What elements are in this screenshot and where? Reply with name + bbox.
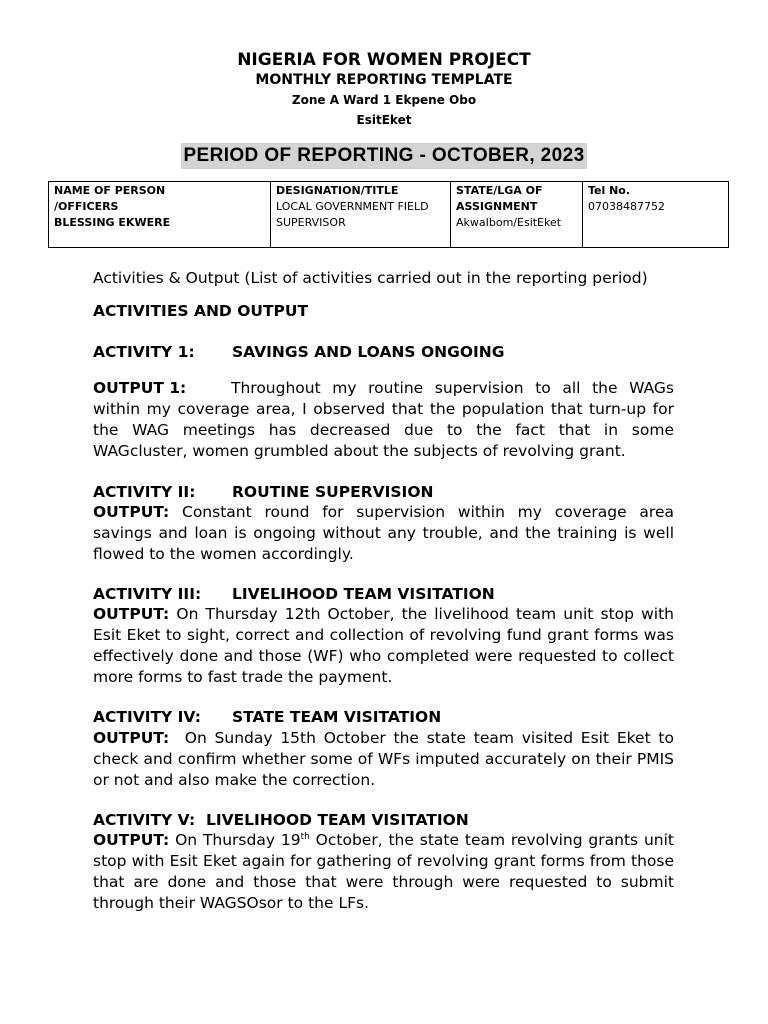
activity-1-label: ACTIVITY 1: [93, 343, 195, 361]
output-4-text: On Sunday 15th October the state team visited Esit Eket to check and confirm whether some of WFs imputed accurately on their PMIS or not and also make the correction. [93, 729, 674, 789]
name-header-cont: /OFFICERS [54, 200, 119, 213]
section-heading: ACTIVITIES AND OUTPUT [93, 302, 309, 320]
output-1-text: Throughout my routine supervision to all the WAGs within my coverage area, I observed that the population that turn-up for the WAG meetings has decreased due to the fact that in some WAGcluster, women grumbled about the subjects of revolving grant. [93, 379, 674, 460]
designation-value: LOCAL GOVERNMENT FIELD [276, 200, 429, 213]
activity-2-heading [93, 482, 674, 503]
state-lga-cell [451, 182, 583, 248]
output-5-paragraph [93, 830, 674, 914]
output-5-label: OUTPUT: [93, 831, 170, 849]
document-title: NIGERIA FOR WOMEN PROJECT [237, 50, 531, 70]
activity-1-title: SAVINGS AND LOANS ONGOING [232, 343, 505, 361]
period-of-reporting: PERIOD OF REPORTING - OCTOBER, 2023 [181, 143, 586, 169]
zone-label: Zone A Ward 1 Ekpene Obo [291, 93, 477, 107]
designation-header: DESIGNATION/TITLE [276, 184, 399, 197]
officer-name: BLESSING EKWERE [54, 216, 171, 229]
state-lga-header-cont: ASSIGNMENT [456, 200, 538, 213]
activity-3-title: LIVELIHOOD TEAM VISITATION [232, 585, 495, 603]
name-header: NAME OF PERSON [54, 184, 166, 197]
activity-3-label: ACTIVITY III: [93, 585, 202, 603]
output-2-paragraph [93, 502, 674, 565]
output-5-text-end: October, the state team revolving grants unit stop with Esit Eket again for gathering of revolving grant forms from those that are done and those that were through were requested to submit through their WAGSOsor to the LFs. [93, 831, 674, 912]
activity-4-heading [93, 707, 674, 728]
ordinal-suffix: th [300, 831, 310, 842]
activity-4-label: ACTIVITY IV: [93, 708, 201, 726]
output-4-paragraph [93, 728, 674, 791]
tel-cell [583, 182, 729, 248]
activity-2-label: ACTIVITY II: [93, 483, 196, 501]
activity-5-heading: ACTIVITY V: LIVELIHOOD TEAM VISITATION [93, 811, 469, 829]
output-3-text: On Thursday 12th October, the livelihood team unit stop with Esit Eket to sight, correct and collection of revolving fund grant forms was effectively done and those (WF) who completed were requested to collect more forms to fast trade the payment. [93, 605, 674, 686]
tel-value: 07038487752 [588, 200, 665, 213]
activity-3-heading [93, 584, 674, 605]
name-cell [49, 182, 271, 248]
output-3-label: OUTPUT: [93, 605, 170, 623]
output-1-label: OUTPUT 1: [93, 379, 187, 397]
output-2-label: OUTPUT: [93, 503, 170, 521]
output-1-paragraph [93, 378, 674, 462]
designation-value-cont: SUPERVISOR [276, 216, 346, 229]
output-3-paragraph [93, 604, 674, 688]
tel-header: Tel No. [588, 184, 631, 197]
output-4-label: OUTPUT: [93, 729, 170, 747]
document-subtitle: MONTHLY REPORTING TEMPLATE [255, 72, 513, 88]
designation-cell [271, 182, 451, 248]
output-2-text: Constant round for supervision within my coverage area savings and loan is ongoing without any trouble, and the training is well flowed to the women accordingly. [93, 503, 674, 563]
period-banner [0, 143, 768, 169]
activity-1-heading [93, 342, 674, 363]
place-label: EsitEket [356, 113, 412, 127]
state-lga-header: STATE/LGA OF [456, 184, 543, 197]
activity-4-title: STATE TEAM VISITATION [232, 708, 442, 726]
activity-2-title: ROUTINE SUPERVISION [232, 483, 434, 501]
state-lga-value: AkwaIbom/EsitEket [456, 216, 562, 229]
intro-line: Activities & Output (List of activities carried out in the reporting period) [93, 269, 648, 287]
officer-info-table [48, 181, 729, 248]
output-5-text-start: On Thursday 19 [175, 831, 301, 849]
